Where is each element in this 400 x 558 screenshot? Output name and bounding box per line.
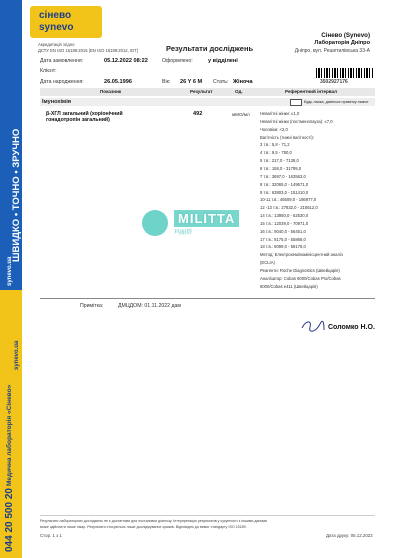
birth-date-label: Дата народження: <box>40 79 84 85</box>
sex-value: Жіноча <box>233 79 253 85</box>
footer-disclaimer-2: може здійснити лише лікар. Результати стосуються лише досліджуваних зразків. Відповідно до вимог стандарту ISO 15189. <box>40 525 247 529</box>
barcode-number: 3502927176 <box>320 79 348 85</box>
results-table-header <box>40 88 375 96</box>
logo-line-1: сінево <box>39 10 72 21</box>
accreditation-line-1: Акредитація згідно <box>38 42 75 47</box>
lab-subtitle: Лабораторія Дніпро <box>314 40 370 46</box>
note-text: ДМЦДОМ: 01.11.2022 дам <box>118 303 181 309</box>
test-name-line-2: гонадотропін загальний) <box>46 117 110 123</box>
footer-disclaimer-1: Результати лабораторних досліджень не є достатніми для постановки діагнозу. Інтерпретацію результатів у сукупності з іншими даними <box>40 519 267 523</box>
order-date-label: Дата замовлення: <box>40 58 84 64</box>
note-label: Примітка: <box>80 303 104 309</box>
reference-line: Аналізатор: Cobas 6000/Cobas Pro/Cobas <box>260 275 341 281</box>
side-banner <box>0 0 22 558</box>
reference-line: 12 -13 т.в.: 27832,0 - 210612,0 <box>260 205 318 211</box>
reference-line: 8 т.в.: 32065,0 - 149571,0 <box>260 181 309 187</box>
sex-label: Стать: <box>213 79 229 85</box>
age-label: Вік: <box>162 79 171 85</box>
site-text-top: synevo.ua <box>7 256 13 286</box>
accreditation-line-2: ДСТУ EN ISO 15189:2015 (EN ISO 15189:2012, IDT) <box>38 48 139 53</box>
footer-page: Стор. 1 з 1 <box>40 533 62 538</box>
reference-line: 7 т.в.: 3697,0 - 163563,0 <box>260 173 306 179</box>
note-box <box>290 99 302 106</box>
divider-note <box>40 298 375 299</box>
site-text: synevo.ua <box>14 340 20 370</box>
watermark-logo-icon <box>142 210 168 236</box>
header-result: Результат <box>190 89 213 94</box>
synevo-logo <box>30 6 102 38</box>
reference-line: 3 т.в.: 5,8 - 71,2 <box>260 142 290 148</box>
test-result: 492 <box>193 111 203 117</box>
phone-text: 044 20 500 20 <box>4 488 15 552</box>
lab-address: Дніпро, вул. Решетилівська 33-А <box>294 48 370 54</box>
signature-scribble <box>300 318 326 334</box>
header-units: Од. <box>235 89 243 94</box>
reference-line: 5 т.в.: 217,0 - 7138,0 <box>260 158 299 164</box>
reference-line: 9 т.в.: 63803,0 - 151410,0 <box>260 189 309 195</box>
slogan-text: ШВИДКО • ТОЧНО • ЗРУЧНО <box>11 128 22 262</box>
reference-line: (ECLIA) <box>260 260 275 266</box>
reference-line: Невагітні жінки (постменопауза): ≤7,0 <box>260 118 333 124</box>
client-label: Клієнт: <box>40 68 57 74</box>
reference-line: 17 т.в.: 8175,0 - 55868,0 <box>260 236 306 242</box>
birth-date-value: 26.05.1996 <box>104 79 132 85</box>
reference-line: Метод: Електрохемілюмінісцентний аналіз <box>260 252 343 258</box>
test-name-line-1: β-ХГЛ загальний (хоріонічний <box>46 111 123 117</box>
age-value: 26 Y 6 M <box>180 79 203 85</box>
barcode <box>316 68 374 78</box>
reference-line: 15 т.в.: 12039,0 - 70971,0 <box>260 220 309 226</box>
section-row <box>40 98 375 106</box>
reference-line: Вагітність (тижні вагітності): <box>260 134 314 140</box>
signature-name: Соломко Н.О. <box>328 324 375 331</box>
header-indicator: Показник <box>100 89 122 94</box>
lab-name: Сінево (Synevo) <box>321 32 370 39</box>
header-reference: Референтний інтервал <box>285 89 338 94</box>
reference-line: 16 т.в.: 9040,0 - 56451,0 <box>260 228 306 234</box>
divider-footer <box>40 515 375 516</box>
page-title: Результати досліджень <box>166 44 254 53</box>
footer-printed: Дата друку: 05.12.2022 <box>326 533 373 538</box>
reference-line: 6 т.в.: 158,0 - 31795,0 <box>260 165 302 171</box>
order-date-value: 05.12.2022 08:22 <box>104 58 148 64</box>
watermark <box>142 210 239 236</box>
section-title: Імунохімія <box>42 99 72 105</box>
test-units: мМО/мл <box>232 112 250 117</box>
watermark-sub: 玛丽塔 <box>174 230 193 236</box>
section-note: Будь ласка, дивіться примітку нижче <box>304 100 369 104</box>
logo-line-2: synevo <box>39 22 74 33</box>
reference-line: Реагенти: Roche Diagnostics (Швейцарія) <box>260 268 340 273</box>
reference-line: Невагітні жінки: ≤1,0 <box>260 111 300 116</box>
watermark-name: MILITTA <box>174 210 239 227</box>
order-status-label: Оформлено: <box>162 58 193 64</box>
reference-line: 4 т.в.: 9,5 - 750,0 <box>260 150 292 156</box>
order-status-value: у відділені <box>208 58 238 64</box>
reference-line: 6000/Cobas e411 (Швейцарія) <box>260 283 318 289</box>
reference-line: 10-11 т.в.: 46509,0 - 186977,0 <box>260 197 317 203</box>
reference-line: 14 т.в.: 13950,0 - 62530,0 <box>260 213 309 219</box>
reference-line: Чоловіки: <2,0 <box>260 126 288 132</box>
reference-line: 18 т.в.: 8099,0 - 58176,0 <box>260 244 306 250</box>
lab-name-text: Медична лабораторія «Сінево» <box>6 384 13 486</box>
